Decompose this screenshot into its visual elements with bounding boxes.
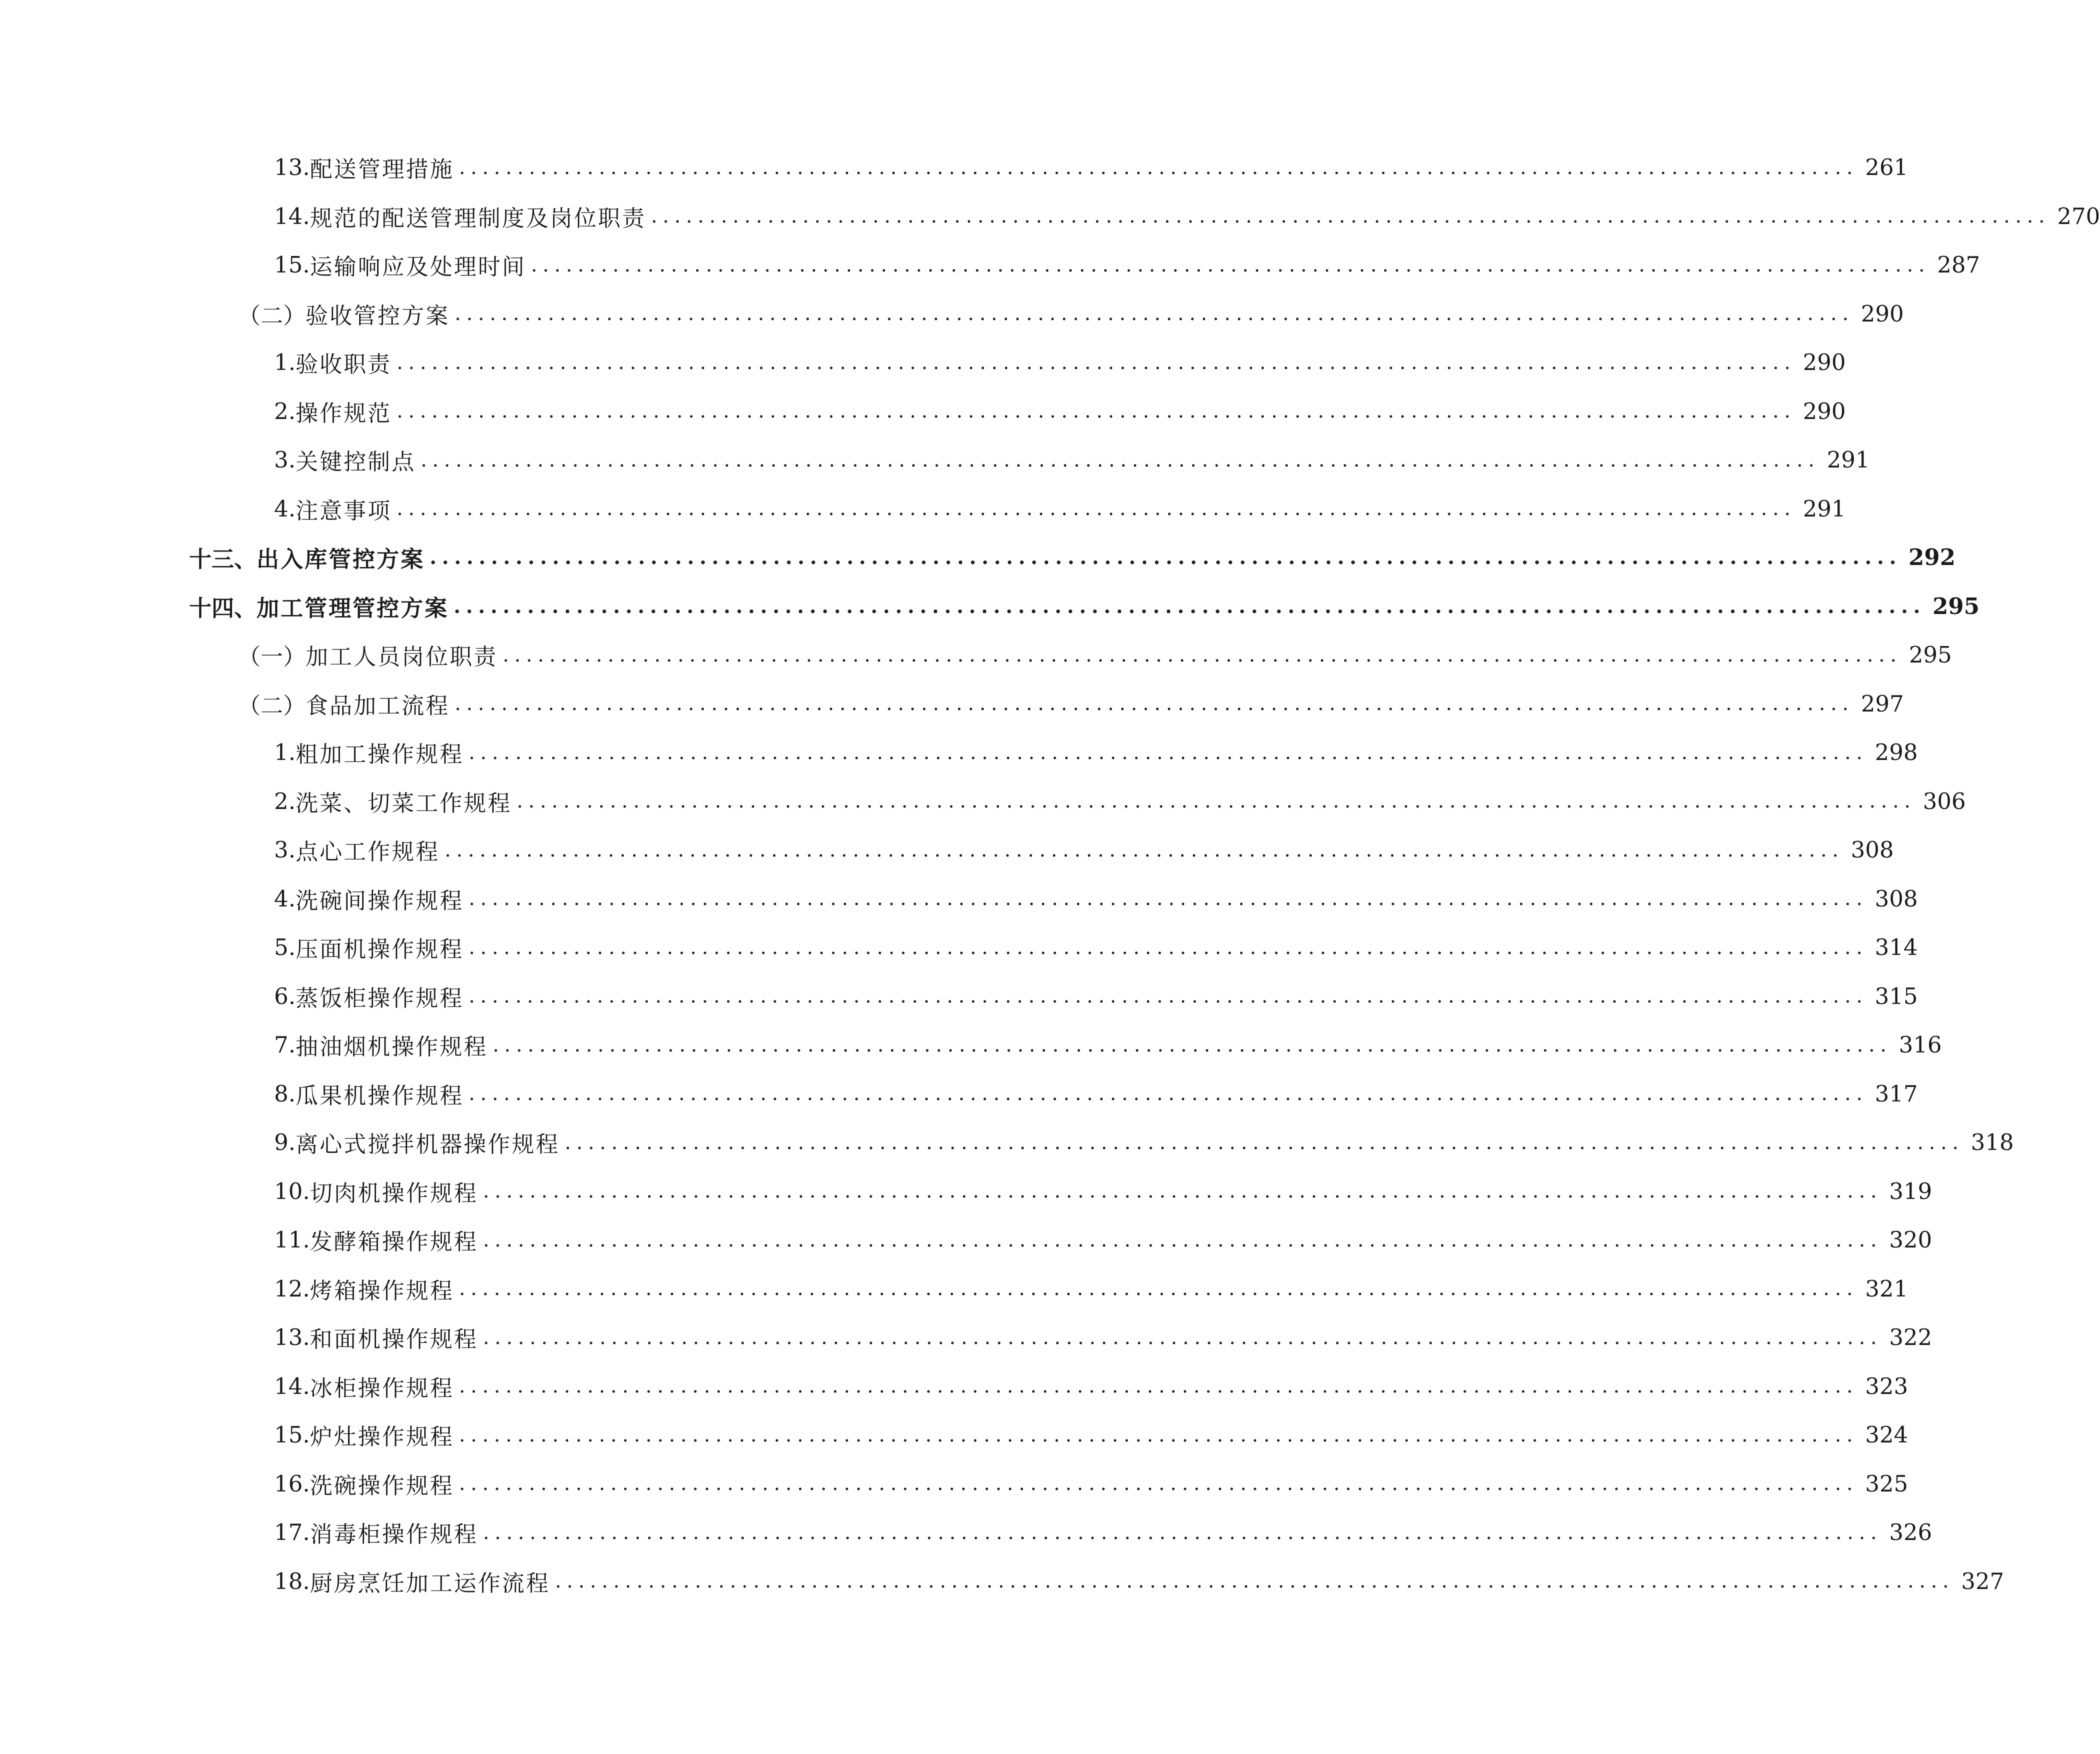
toc-entry-number: 4. bbox=[274, 495, 296, 522]
table-of-contents bbox=[0, 143, 2100, 1606]
dot-leader: ........................................................................................................................ bbox=[459, 156, 1858, 179]
dot-leader: ........................................................................................................................ bbox=[483, 1180, 1882, 1203]
toc-entry-title: 和面机操作规程 bbox=[310, 1326, 478, 1353]
dot-leader: ........................................................................................................................ bbox=[396, 400, 1796, 423]
toc-entry-number: 9. bbox=[274, 1129, 296, 1156]
toc-entry-number: 2. bbox=[274, 398, 296, 424]
toc-entry-title: 冰柜操作规程 bbox=[310, 1374, 454, 1402]
toc-entry-number: 13. bbox=[274, 1324, 310, 1351]
toc-entry[interactable] bbox=[0, 1264, 1908, 1314]
toc-entry-page: 308 bbox=[1874, 885, 1918, 912]
toc-entry-title: 运输响应及处理时间 bbox=[310, 254, 526, 280]
dot-leader: ........................................................................................................................ bbox=[444, 838, 1844, 862]
toc-entry[interactable] bbox=[0, 192, 2100, 241]
toc-entry-title: 离心式搅拌机器操作规程 bbox=[295, 1131, 560, 1158]
toc-entry-number: 十三、 bbox=[189, 546, 257, 573]
toc-entry-page: 292 bbox=[1908, 544, 1956, 571]
toc-entry-title: 粗加工操作规程 bbox=[295, 741, 464, 768]
toc-entry-title: 验收职责 bbox=[295, 351, 392, 378]
toc-entry-title: 压面机操作规程 bbox=[295, 936, 464, 963]
toc-entry[interactable] bbox=[0, 436, 1870, 484]
toc-entry[interactable] bbox=[0, 1020, 1942, 1070]
toc-entry-page: 290 bbox=[1802, 398, 1846, 424]
dot-leader: ........................................................................................................................ bbox=[468, 984, 1868, 1008]
toc-entry-page: 291 bbox=[1826, 446, 1870, 474]
toc-entry-number: 16. bbox=[274, 1470, 310, 1497]
dot-leader: ........................................................................................................................ bbox=[468, 1082, 1868, 1106]
toc-entry-title: 洗菜、切菜工作规程 bbox=[295, 790, 512, 816]
toc-entry[interactable] bbox=[0, 1460, 1908, 1508]
toc-entry-page: 270 bbox=[2057, 202, 2100, 230]
toc-entry[interactable] bbox=[0, 1167, 1932, 1216]
dot-leader: ........................................................................................................................ bbox=[459, 1472, 1858, 1496]
toc-entry-page: 323 bbox=[1865, 1372, 1908, 1400]
dot-leader: ........................................................................................................................ bbox=[468, 887, 1868, 910]
dot-leader: ........................................................................................................................ bbox=[396, 350, 1796, 374]
dot-leader: ........................................................................................................................ bbox=[396, 497, 1796, 520]
toc-entry-title: 配送管理措施 bbox=[310, 156, 454, 183]
toc-entry-title: 验收管控方案 bbox=[306, 302, 450, 329]
toc-entry-page: 261 bbox=[1865, 154, 1908, 181]
toc-entry[interactable] bbox=[0, 240, 1980, 290]
toc-entry-page: 318 bbox=[1970, 1129, 2014, 1156]
toc-entry-page: 290 bbox=[1802, 349, 1846, 376]
dot-leader: ........................................................................................................................ bbox=[503, 643, 1902, 666]
toc-entry-title: 点心工作规程 bbox=[295, 838, 440, 866]
dot-leader: ........................................................................................................................ bbox=[483, 1326, 1882, 1349]
toc-entry-number: （二） bbox=[238, 692, 306, 719]
toc-entry-page: 314 bbox=[1874, 934, 1918, 961]
toc-entry-page: 308 bbox=[1850, 836, 1894, 864]
dot-leader: ........................................................................................................................ bbox=[483, 1228, 1882, 1252]
toc-entry-number: 15. bbox=[274, 252, 310, 278]
toc-entry[interactable] bbox=[0, 1118, 2014, 1167]
toc-entry-title: 食品加工流程 bbox=[306, 692, 450, 719]
toc-entry-title: 消毒柜操作规程 bbox=[310, 1521, 478, 1548]
toc-entry-number: 14. bbox=[274, 202, 310, 230]
toc-entry-number: 11. bbox=[274, 1226, 310, 1254]
toc-entry[interactable] bbox=[0, 143, 1908, 192]
toc-entry-page: 298 bbox=[1874, 739, 1918, 766]
toc-entry[interactable] bbox=[0, 1410, 1908, 1460]
toc-entry-title: 加工人员岗位职责 bbox=[306, 644, 498, 670]
toc-entry-number: 4. bbox=[274, 885, 296, 912]
toc-entry-title: 洗碗操作规程 bbox=[310, 1472, 454, 1499]
dot-leader: ........................................................................................................................ bbox=[459, 1423, 1858, 1446]
dot-leader: ........................................................................................................................ bbox=[651, 204, 2050, 228]
toc-entry-number: （一） bbox=[238, 644, 306, 670]
toc-entry-title: 抽油烟机操作规程 bbox=[295, 1034, 488, 1060]
toc-entry-number: 3. bbox=[274, 836, 296, 864]
toc-entry-page: 295 bbox=[1932, 592, 1980, 620]
toc-entry-number: 14. bbox=[274, 1372, 310, 1400]
toc-entry-title: 厨房烹饪加工运作流程 bbox=[310, 1570, 550, 1596]
toc-entry[interactable] bbox=[0, 1070, 1918, 1118]
toc-entry-page: 326 bbox=[1889, 1519, 1932, 1546]
toc-entry-number: 1. bbox=[274, 739, 296, 766]
toc-entry-page: 325 bbox=[1865, 1470, 1908, 1497]
toc-entry-number: 6. bbox=[274, 982, 296, 1010]
toc-entry-number: 18. bbox=[274, 1568, 310, 1594]
toc-entry-title: 关键控制点 bbox=[295, 448, 416, 476]
toc-entry[interactable] bbox=[0, 338, 1846, 387]
toc-entry-number: 12. bbox=[274, 1275, 310, 1302]
toc-entry-number: 10. bbox=[274, 1178, 310, 1204]
toc-entry-number: （二） bbox=[238, 302, 306, 329]
toc-entry-number: 1. bbox=[274, 349, 296, 376]
toc-entry[interactable] bbox=[0, 728, 1918, 777]
toc-entry-title: 规范的配送管理制度及岗位职责 bbox=[310, 204, 646, 232]
toc-entry[interactable] bbox=[0, 533, 1956, 582]
toc-entry-number: 十四、 bbox=[189, 594, 257, 622]
toc-entry-page: 327 bbox=[1961, 1568, 2004, 1594]
toc-entry[interactable] bbox=[0, 1557, 2004, 1606]
toc-entry-page: 317 bbox=[1874, 1080, 1918, 1107]
toc-entry[interactable] bbox=[0, 777, 1966, 826]
dot-leader: ........................................................................................................................ bbox=[459, 1374, 1858, 1398]
toc-entry[interactable] bbox=[0, 1508, 1932, 1557]
toc-entry-title: 炉灶操作规程 bbox=[310, 1424, 454, 1450]
toc-entry-title: 加工管理管控方案 bbox=[257, 594, 449, 622]
dot-leader: ........................................................................................................................ bbox=[516, 790, 1916, 813]
toc-entry-page: 291 bbox=[1802, 495, 1846, 522]
toc-entry-page: 320 bbox=[1889, 1226, 1932, 1254]
dot-leader: ........................................................................................................................ bbox=[454, 594, 1926, 618]
dot-leader: ........................................................................................................................ bbox=[492, 1033, 1892, 1056]
dot-leader: ........................................................................................................................ bbox=[468, 740, 1868, 764]
dot-leader: ........................................................................................................................ bbox=[483, 1520, 1882, 1544]
toc-entry-page: 297 bbox=[1860, 690, 1904, 717]
toc-entry-title: 蒸饭柜操作规程 bbox=[295, 984, 464, 1012]
toc-entry-number: 2. bbox=[274, 788, 296, 814]
dot-leader: ........................................................................................................................ bbox=[564, 1130, 1964, 1154]
toc-entry[interactable] bbox=[0, 826, 1894, 874]
toc-entry-page: 316 bbox=[1898, 1032, 1942, 1058]
toc-entry[interactable] bbox=[0, 680, 1904, 728]
toc-entry[interactable] bbox=[0, 923, 1918, 972]
toc-entry[interactable] bbox=[0, 1362, 1908, 1411]
dot-leader: ........................................................................................................................ bbox=[455, 692, 1854, 716]
toc-entry-number: 3. bbox=[274, 446, 296, 474]
toc-entry-title: 瓜果机操作规程 bbox=[295, 1082, 464, 1109]
toc-entry-title: 操作规范 bbox=[295, 400, 392, 426]
toc-entry[interactable] bbox=[0, 290, 1904, 338]
dot-leader: ........................................................................................................................ bbox=[455, 302, 1854, 326]
toc-entry-page: 290 bbox=[1860, 300, 1904, 327]
dot-leader: ........................................................................................................................ bbox=[468, 936, 1868, 959]
toc-entry[interactable] bbox=[0, 387, 1846, 436]
toc-entry-page: 324 bbox=[1865, 1422, 1908, 1448]
toc-entry[interactable] bbox=[0, 582, 1980, 631]
dot-leader: ........................................................................................................................ bbox=[430, 546, 1902, 570]
toc-entry-title: 出入库管控方案 bbox=[257, 546, 425, 573]
toc-entry-page: 315 bbox=[1874, 982, 1918, 1010]
toc-entry[interactable] bbox=[0, 874, 1918, 924]
toc-entry-page: 321 bbox=[1865, 1275, 1908, 1302]
toc-entry-title: 发酵箱操作规程 bbox=[310, 1228, 478, 1256]
toc-entry-number: 13. bbox=[274, 154, 310, 181]
toc-entry-number: 17. bbox=[274, 1519, 310, 1546]
toc-entry[interactable] bbox=[0, 1216, 1932, 1264]
toc-entry-title: 注意事项 bbox=[295, 497, 392, 524]
toc-entry[interactable] bbox=[0, 1313, 1932, 1362]
toc-entry-page: 319 bbox=[1889, 1178, 1932, 1204]
toc-entry-page: 322 bbox=[1889, 1324, 1932, 1351]
toc-entry-page: 287 bbox=[1937, 252, 1980, 278]
toc-entry[interactable] bbox=[0, 630, 1952, 680]
dot-leader: ........................................................................................................................ bbox=[459, 1277, 1858, 1300]
dot-leader: ........................................................................................................................ bbox=[555, 1570, 1954, 1593]
dot-leader: ........................................................................................................................ bbox=[420, 448, 1820, 472]
toc-entry-number: 5. bbox=[274, 934, 296, 961]
toc-entry-title: 烤箱操作规程 bbox=[310, 1277, 454, 1304]
toc-entry[interactable] bbox=[0, 484, 1846, 534]
toc-entry-number: 8. bbox=[274, 1080, 296, 1107]
toc-entry-page: 306 bbox=[1922, 788, 1966, 814]
toc-entry-title: 洗碗间操作规程 bbox=[295, 887, 464, 914]
toc-entry[interactable] bbox=[0, 972, 1918, 1021]
toc-entry-number: 7. bbox=[274, 1032, 296, 1058]
toc-entry-title: 切肉机操作规程 bbox=[310, 1180, 478, 1206]
toc-entry-page: 295 bbox=[1908, 642, 1952, 668]
dot-leader: ........................................................................................................................ bbox=[531, 253, 1930, 276]
toc-entry-number: 15. bbox=[274, 1422, 310, 1448]
